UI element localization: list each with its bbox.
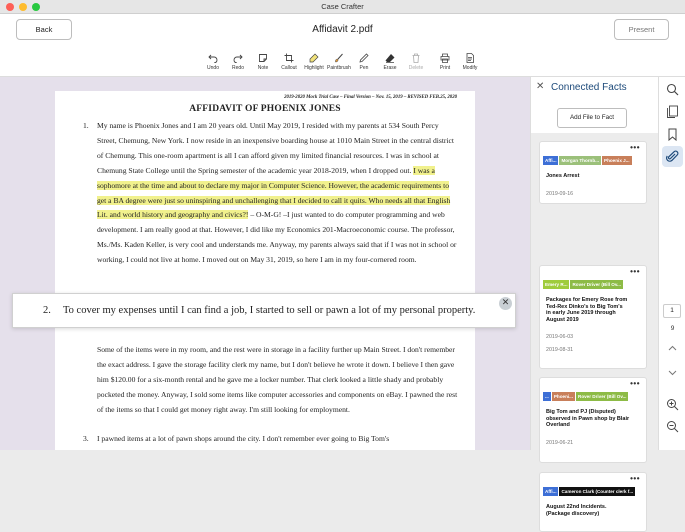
more-options-icon[interactable]: ••• bbox=[630, 267, 640, 276]
fact-description: observed in Pawn shop by Blair bbox=[546, 415, 630, 422]
zoom-in-icon bbox=[666, 398, 679, 411]
paragraph-1[interactable] bbox=[83, 119, 459, 268]
pdf-viewer[interactable] bbox=[0, 77, 530, 450]
fact-description: Big Tom and PJ (Disputed) bbox=[546, 409, 616, 415]
current-page-input[interactable]: 1 bbox=[663, 304, 681, 318]
connected-facts-panel bbox=[530, 77, 658, 517]
tool-label: Callout bbox=[281, 65, 297, 71]
zoom-out-icon bbox=[666, 420, 679, 433]
paragraph-3[interactable] bbox=[83, 432, 459, 447]
callout-popup[interactable] bbox=[12, 293, 516, 328]
pages-button[interactable] bbox=[666, 105, 679, 118]
crop-icon bbox=[284, 53, 294, 63]
fact-card[interactable] bbox=[539, 472, 647, 532]
fact-date: 2019-08-31 bbox=[546, 347, 574, 354]
redo-icon bbox=[233, 53, 243, 63]
fact-description: August 2019 bbox=[546, 316, 579, 323]
more-options-icon[interactable]: ••• bbox=[630, 143, 640, 152]
fact-tag[interactable]: Morgan Thornb... bbox=[561, 158, 599, 163]
callout-text: To cover my expenses until I can find a job, I started to sell or pawn a lot of my personal property. bbox=[63, 305, 476, 316]
document-title: Affidavit 2.pdf bbox=[312, 24, 373, 35]
fact-tags bbox=[543, 487, 645, 497]
highlight-button[interactable] bbox=[301, 53, 327, 71]
fact-tag[interactable]: Rover Driver (Bill Ov... bbox=[572, 282, 621, 287]
highlighted-text[interactable]: I was a sophomore at the time and about to declare my major in Computer Science. However, the academic requirements to get a BA degree were just so uninspiring and unchallenging that I decided to call it quits. Who needs all that English Lit. and world history and geography and civics?! bbox=[97, 165, 451, 220]
pen-button[interactable] bbox=[351, 53, 377, 71]
search-button[interactable] bbox=[666, 83, 679, 96]
undo-button[interactable] bbox=[200, 53, 226, 71]
fact-tag[interactable]: Phoenix J... bbox=[604, 158, 630, 163]
paragraph-2-continued[interactable] bbox=[97, 343, 459, 418]
bookmarks-button[interactable] bbox=[666, 128, 679, 141]
back-button[interactable]: Back bbox=[16, 19, 72, 40]
close-callout-button[interactable] bbox=[499, 297, 512, 310]
tool-label: Paintbrush bbox=[327, 65, 351, 71]
zoom-out-button[interactable] bbox=[666, 420, 679, 433]
delete-button[interactable] bbox=[403, 53, 429, 71]
fact-description: Overland bbox=[546, 422, 570, 429]
printer-icon bbox=[440, 53, 450, 63]
fact-description: Ted-Rex Dinko's to Big Tom's bbox=[546, 303, 623, 310]
fact-card[interactable] bbox=[539, 265, 647, 369]
undo-icon bbox=[208, 53, 218, 63]
search-icon bbox=[666, 83, 679, 96]
fact-tag[interactable]: Rover Driver (Bill Ov... bbox=[578, 394, 627, 399]
paragraph-number: 3. bbox=[83, 434, 89, 443]
tool-label: Delete bbox=[408, 65, 424, 71]
right-sidebar bbox=[658, 77, 685, 450]
app-title: Case Crafter bbox=[321, 2, 364, 11]
fact-tag[interactable]: ... bbox=[545, 394, 549, 399]
fact-tags bbox=[543, 156, 645, 166]
add-file-to-fact-button[interactable]: Add File to Fact bbox=[557, 108, 627, 128]
attachments-button[interactable] bbox=[666, 150, 679, 163]
fact-tags bbox=[543, 280, 645, 290]
fact-description: August 22nd Incidents. bbox=[546, 504, 607, 510]
fact-description: Jones Arrest bbox=[546, 173, 580, 179]
chevron-down-icon bbox=[666, 366, 679, 379]
fact-date: 2019-06-21 bbox=[546, 439, 574, 446]
print-button[interactable] bbox=[432, 53, 458, 71]
callout-paragraph-number: 2. bbox=[43, 305, 51, 316]
facts-list[interactable] bbox=[531, 133, 658, 517]
more-options-icon[interactable]: ••• bbox=[630, 474, 640, 483]
pen-icon bbox=[359, 53, 369, 63]
next-page-button[interactable] bbox=[666, 366, 679, 379]
fact-tag[interactable]: Cameron Clark (Counter clerk f... bbox=[561, 489, 634, 494]
close-icon: ✕ bbox=[501, 298, 510, 308]
note-icon bbox=[258, 53, 268, 63]
paperclip-icon bbox=[666, 150, 679, 163]
document-edit-icon bbox=[465, 53, 475, 63]
zoom-in-button[interactable] bbox=[666, 398, 679, 411]
affidavit-title: AFFIDAVIT OF PHOENIX JONES bbox=[189, 104, 341, 114]
pdf-page[interactable] bbox=[55, 91, 475, 450]
tool-label: Pen bbox=[359, 65, 369, 71]
paragraph-text: My name is Phoenix Jones and I am 20 years old. Until May 2019, I resided with my parents at 534 South Percy Street, Chemung, New York. I now reside in an inexpensive boarding house at 1010 Main Street in the central district of Chemung. This one-room apartment is all I can afford given my limited financial resources. I was in school at Chemung State College until the Spring semester of the academic year 2018-2019, when I dropped out. bbox=[97, 121, 455, 175]
modify-button[interactable] bbox=[457, 53, 483, 71]
tool-label: Undo bbox=[207, 65, 219, 71]
fact-tags bbox=[543, 392, 645, 402]
paragraph-number: 1. bbox=[83, 121, 89, 130]
chevron-up-icon bbox=[666, 342, 679, 355]
paragraph-text: Some of the items were in my room, and the rest were in storage in a facility further up Main Street. I don't remember the exact address. I gave the storage facility clerk my name, but I don't believe he wrote it down. I believe I then gave him $120.00 for a six-month rental and he gave me a locker number. That clerk looked a little shady and probably pocketed the money. Anyway, I sold some items like computer accessories and components on eBay. I pawned the rest of the items so that I could get money right away. I'm still looking for employment. bbox=[97, 345, 458, 414]
more-options-icon[interactable]: ••• bbox=[630, 379, 640, 388]
document-header bbox=[0, 14, 685, 50]
fact-tag[interactable]: Phoeni... bbox=[553, 394, 573, 399]
paintbrush-icon bbox=[334, 53, 344, 63]
trash-icon bbox=[411, 53, 421, 63]
previous-page-button[interactable] bbox=[666, 342, 679, 355]
fact-tag[interactable]: Affi... bbox=[545, 489, 557, 494]
paragraph-text: I pawned items at a lot of pawn shops around the city. I don't remember ever going to Big Tom's bbox=[97, 434, 390, 443]
panel-title: Connected Facts bbox=[551, 82, 627, 93]
fact-card[interactable] bbox=[539, 377, 647, 463]
tool-label: Erase bbox=[383, 65, 397, 71]
paintbrush-button[interactable] bbox=[326, 53, 352, 71]
tool-label: Note bbox=[257, 65, 269, 71]
fact-date: 2019-06-03 bbox=[546, 334, 574, 341]
tool-label: Redo bbox=[232, 65, 244, 71]
page-count: 9 bbox=[670, 325, 675, 332]
paragraph-text: – O-M-G! –I just wanted to do computer programming and web development. I am really good at that. However, I did like my Economics 201-Macroeconomic course. The professor, Ms./Ms. Kaden Keller, is very cool and understands me. Anyway, my parents always said that if I was not in school or working, I could not live at home. I moved out on May 31, 2019, so here I am in my four-cornered room. bbox=[97, 210, 457, 265]
erase-button[interactable] bbox=[377, 53, 403, 71]
bookmark-icon bbox=[666, 128, 679, 141]
fact-date: 2019-09-16 bbox=[546, 190, 574, 197]
fact-tag[interactable]: Affi... bbox=[545, 158, 557, 163]
highlighter-icon bbox=[309, 53, 319, 63]
redo-button[interactable] bbox=[225, 53, 251, 71]
page-running-header: 2019-2020 Mock Trial Case – Final Version – Nov. 15, 2019 – REVISED FEB.25, 2020 bbox=[284, 95, 457, 100]
fact-description: Packages for Emery Rose from bbox=[546, 297, 628, 303]
callout-button[interactable] bbox=[276, 53, 302, 71]
close-icon: ✕ bbox=[536, 81, 545, 92]
tool-label: Highlight bbox=[304, 65, 324, 71]
fact-card[interactable] bbox=[539, 141, 647, 204]
tool-label: Print bbox=[439, 65, 451, 71]
fact-tag[interactable]: Emery R... bbox=[545, 282, 568, 287]
tool-label: Modify bbox=[462, 65, 478, 71]
eraser-icon bbox=[385, 53, 395, 63]
window-titlebar bbox=[0, 0, 685, 14]
note-button[interactable] bbox=[250, 53, 276, 71]
pages-icon bbox=[666, 105, 679, 118]
annotation-toolbar bbox=[0, 50, 685, 77]
close-panel-button[interactable] bbox=[536, 81, 544, 92]
present-button[interactable]: Present bbox=[614, 19, 669, 40]
fact-description: (Package discovery) bbox=[546, 510, 600, 517]
fact-description: in early June 2019 through bbox=[546, 310, 616, 317]
